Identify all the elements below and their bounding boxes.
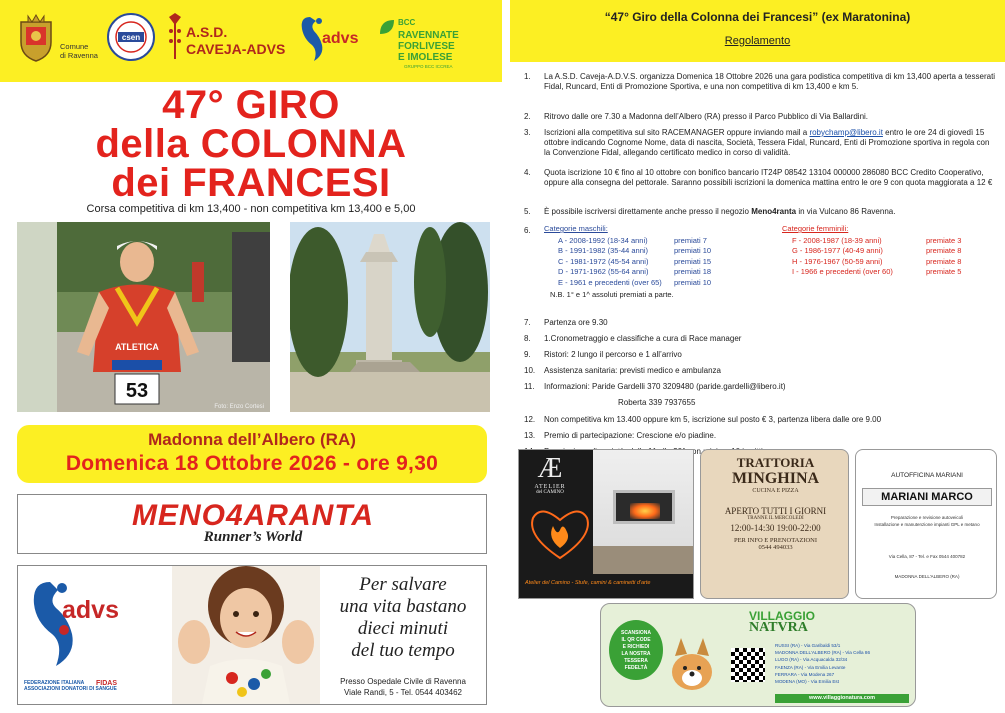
meno4ranta-logo: MENO4ARANTA: [131, 499, 375, 532]
mariani-desc: Preparazione e revisione autoveicoli Installazione e manutenzione impianti GPL e metano: [874, 515, 980, 527]
regulation-header: [510, 0, 1005, 62]
regulation-title: “47° Giro della Colonna dei Francesi” (ex Maratonina): [604, 10, 911, 24]
fireplace-frame: [613, 490, 675, 524]
event-place: Madonna dell’Albero (RA): [148, 430, 356, 449]
title-line-1: 47° GIRO: [162, 83, 340, 127]
store-item: RUSSI (RA) - Via Garibaldi 53/1: [775, 643, 841, 648]
caveja-icon: [168, 13, 182, 61]
store-item: MADONNA DELL'ALBERO (RA) - Via Cella 86: [775, 650, 870, 656]
store-list: [775, 642, 913, 685]
atelier-ad: [518, 449, 694, 599]
advs-logo-icon: [298, 11, 368, 67]
heart-flame-icon: [525, 502, 595, 562]
caveja-label: A.S.D. CAVEJA-ADVS: [186, 24, 286, 57]
child-photo: [172, 566, 320, 704]
comune-label: Comune di Ravenna: [60, 42, 98, 60]
category-row: I - 1966 e precedenti (over 60) premiate 5: [792, 267, 962, 276]
atelier-logo: Æ ATELIER del CAMINO: [534, 453, 566, 495]
child-photo-image: [172, 566, 320, 704]
sponsor-header: [0, 0, 502, 82]
category-row: C - 1981-1972 (45-54 anni) premiati 15: [558, 256, 712, 266]
categories-female-head: Categorie femminili:: [782, 224, 849, 233]
advs-logo-area: [18, 566, 172, 704]
trattoria-text: TRATTORIA MINGHINA CUCINA E PIZZA APERTO TUTTI I GIORNI TRANNE IL MERCOLEDÌ 12:00-14:30 19:00-22:00 PER INFO E PRENOTAZIONI 0544 494033: [724, 455, 827, 551]
category-row: G - 1986-1977 (40-49 anni) premiate 8: [792, 246, 962, 255]
regulation-subtitle: Regolamento: [724, 35, 791, 47]
event-title: [0, 83, 502, 205]
bcc-group-label: GRUPPO BCC ICCREA: [404, 64, 453, 69]
ravenna-crest-icon: [18, 14, 54, 62]
bcc-small-label: BCC: [398, 18, 416, 27]
meno4ranta-ad: [17, 494, 487, 554]
csen-logo-icon: [106, 12, 156, 62]
categories-note: N.B. 1° e 1^ assoluti premiati a parte.: [550, 290, 674, 299]
svg-text:53: 53: [125, 380, 149, 402]
advs-address: Presso Ospedale Civile di Ravenna Viale Randi, 5 - Tel. 0544 403462: [340, 677, 466, 697]
runner-photo: [17, 222, 270, 412]
store-item: MODENA (MO) - Via Emilia Est: [775, 679, 839, 685]
villaggio-natura-ad: [600, 603, 916, 707]
monument-photo: [290, 222, 490, 412]
categories-male-head: Categorie maschili:: [544, 224, 608, 233]
mariani-city: MADONNA DELL'ALBERO (RA): [894, 574, 960, 579]
category-row: A - 2008-1992 (18-34 anni) premiati 7: [558, 235, 707, 245]
svg-text:advs: advs: [322, 30, 359, 47]
meno4ranta-tagline: Runner’s World: [203, 529, 303, 545]
category-row: F - 2008-1987 (18-39 anni) premiate 3: [792, 235, 962, 245]
category-row: D - 1971-1962 (55-64 anni) premiati 18: [558, 267, 712, 276]
advs-logo-text: advs: [62, 596, 119, 624]
title-line-2: della COLONNA: [95, 122, 407, 166]
bcc-name: RAVENNATE FORLIVESE E IMOLESE: [398, 30, 459, 63]
atelier-tagline: Atelier del Camino - Stufe, camini & caminetti d'arte: [525, 580, 651, 586]
runner-photo-image: [17, 222, 270, 412]
event-date: Domenica 18 Ottobre 2026 - ore 9,30: [65, 452, 439, 475]
mariani-ad: [855, 449, 997, 599]
category-row: B - 1991-1982 (35-44 anni) premiati 10: [558, 246, 712, 255]
mariani-top: AUTOFFICINA MARIANI: [891, 472, 963, 479]
store-item: LUGO (RA) - Via Acquacalda 32/34: [775, 657, 848, 663]
monument-photo-image: [290, 222, 490, 412]
bcc-leaf-icon: [378, 18, 396, 36]
villaggio-website[interactable]: www.villaggionatura.com: [775, 694, 909, 703]
fireplace-photo: [593, 450, 694, 574]
store-item: FERRARA - Via Modena 267: [775, 671, 835, 677]
mariani-name: MARIANI MARCO: [862, 488, 992, 506]
mariani-address: Via Cella, 87 - Tel. e Fax 0544 400782: [888, 554, 966, 559]
categories-female: [782, 224, 1000, 278]
categories-male: [544, 224, 764, 301]
trattoria-ad: [700, 449, 849, 599]
fire-icon: [630, 503, 660, 519]
photo-credit: Foto: Enzo Cortesi: [214, 404, 264, 410]
advs-quote: Per salvare una vita bastano dieci minuti del tuo tempo: [339, 574, 467, 661]
title-line-3: dei FRANCESI: [111, 161, 391, 205]
event-info-box: [17, 425, 487, 483]
advs-ad: [17, 565, 487, 705]
left-page: [0, 0, 502, 713]
svg-text:csen: csen: [121, 33, 141, 42]
right-page: “47° Giro della Colonna dei Francesi” (ex Maratonina) Regolamento 1. La A.S.D. Caveja-A.D.V.S. organizza Domenica 18 Ottobre 2026 una gara podistica competitiva di km 13,400 aperta a tesserati Fidal, Runcard, Enti di Promozione Sportiva, e una non competitiva di km 13,400 e km 5. 2. Ritrovo dalle ore 7.30 a Madonna dell’Albero (RA) presso il Parco Pubblico di Via Ballardini. 3. Iscrizioni alla competitiva sul sito RACEMANAGER oppure inviando mail a robychamp@libero.it entro le ore 24 di giovedì 15 ottobre indicando Cognome Nome, data di nascita, Società, Tessera Fidal, Runcard, Enti di Promozione sportiva in regola con la Convenzione Fidal, allegando certificato medico in corso di validità. 4. Quota iscrizione 10 € fino al 10 ottobre con bonifico bancario IT24P 08542 13104 000000 286080 BCC Credito Cooperativo, oppure alla consegna del pettorale. Saranno possibili iscrizioni la domenica mattina entro le ore 9 con quota maggiorata a 12 € 5. È possibile iscriversi direttamente anche presso il negozio Meno4ranta in via Vulcano 86 Ravenna. 6. Categorie maschili: A - 2008-1992 (18-34 anni) premiati 7 B - 1991-1982 (35-44 anni) premiati 10 C - 1981-1972 (45-54 anni) premiati 15 D - 1971-1962 (55-64 anni) premiati 18 E - 1961 e precedenti (over 65) premiati 10 N.B. 1° e 1^ assoluti premiati a parte. Categorie femminili: F - 2008-1987 (18-39 anni) premiate 3 G - 1986-1977 (40-49 anni) premiate 8 H - 1976-1967 (50-59 anni) premiate 8 I - 1966 e precedenti (over 60) premiate 5 7. Partenza ore 9.30 8. 1.Cronometraggio e classifiche a cura di Race manager 9. Ristori: 2 lungo il percorso e 1 all’arrivo 10. Assistenza sanitaria: previsti medico e ambulanza 11. Informazioni: Paride Gardelli 370 3209480 (paride.gardelli@libero.it) Roberta 339 7937655 12. Non competitiva km 13.400 oppure km 5, iscrizione sul posto € 3, partenza libera dalle ore 9.00 13. Premio di partecipazione: Crescione e/o piadine. con Æ ATELIER del CAMINO Atelier del Camino - Stufe, camini & caminetti d'arte TRATTORIA MINGHINA CUCINA E PIZZA APERTO TUTTI I GIORNI TRANNE IL MERCOLEDÌ 12:00-14:30 19:00-22:00 PER INFO E PRENOTAZIONI 0544 494033 AUTOFFICINA MARIANI MARIANI MARCO Preparazione e revisione autoveicoli Installazione e manutenzione impianti GPL e metano Via Cella, 87 - Tel. e Fax 0544 400782 MADONNA DELL'ALBERO (RA) SCANSIONA IL QR CODE E RICHIEDI LA NOSTRA TESSERA FEDELTÀ VILLAGGIO NATVRA RUSSI (RA) - Via Garibaldi 53/1 MADONNA DELL'ALBERO (RA) - Via Cella 86 LUGO (RA) - Via Acquacalda 32/34 FAENZA (RA) - Via Emilia Levante FERRARA - Via Modena 267 MODENA (MO) - Via Emilia Est www.villaggionatura.com: [510, 0, 1005, 713]
fidas-label: FIDAS: [96, 680, 117, 687]
floor: [593, 546, 694, 574]
villaggio-logo: VILLAGGIO NATVRA: [749, 609, 815, 635]
scan-badge: SCANSIONA IL QR CODE E RICHIEDI LA NOSTRA TESSERA FEDELTÀ: [609, 620, 663, 680]
category-row: H - 1976-1967 (50-59 anni) premiate 8: [792, 256, 962, 266]
category-row: E - 1961 e precedenti (over 65) premiati 10: [558, 277, 712, 287]
store-item: FAENZA (RA) - Via Emilia Levante: [775, 664, 846, 670]
svg-text:ATLETICA: ATLETICA: [115, 342, 159, 352]
race-subtitle: Corsa competitiva di km 13,400 - non competitiva km 13,400 e 5,00: [86, 203, 416, 215]
qr-code-icon[interactable]: [731, 648, 765, 682]
dog-icon: [665, 634, 719, 694]
email-link[interactable]: robychamp@libero.it: [809, 128, 883, 137]
federation-label: FEDERAZIONE ITALIANA ASSOCIAZIONI DONATORI DI SANGUE: [24, 680, 117, 692]
